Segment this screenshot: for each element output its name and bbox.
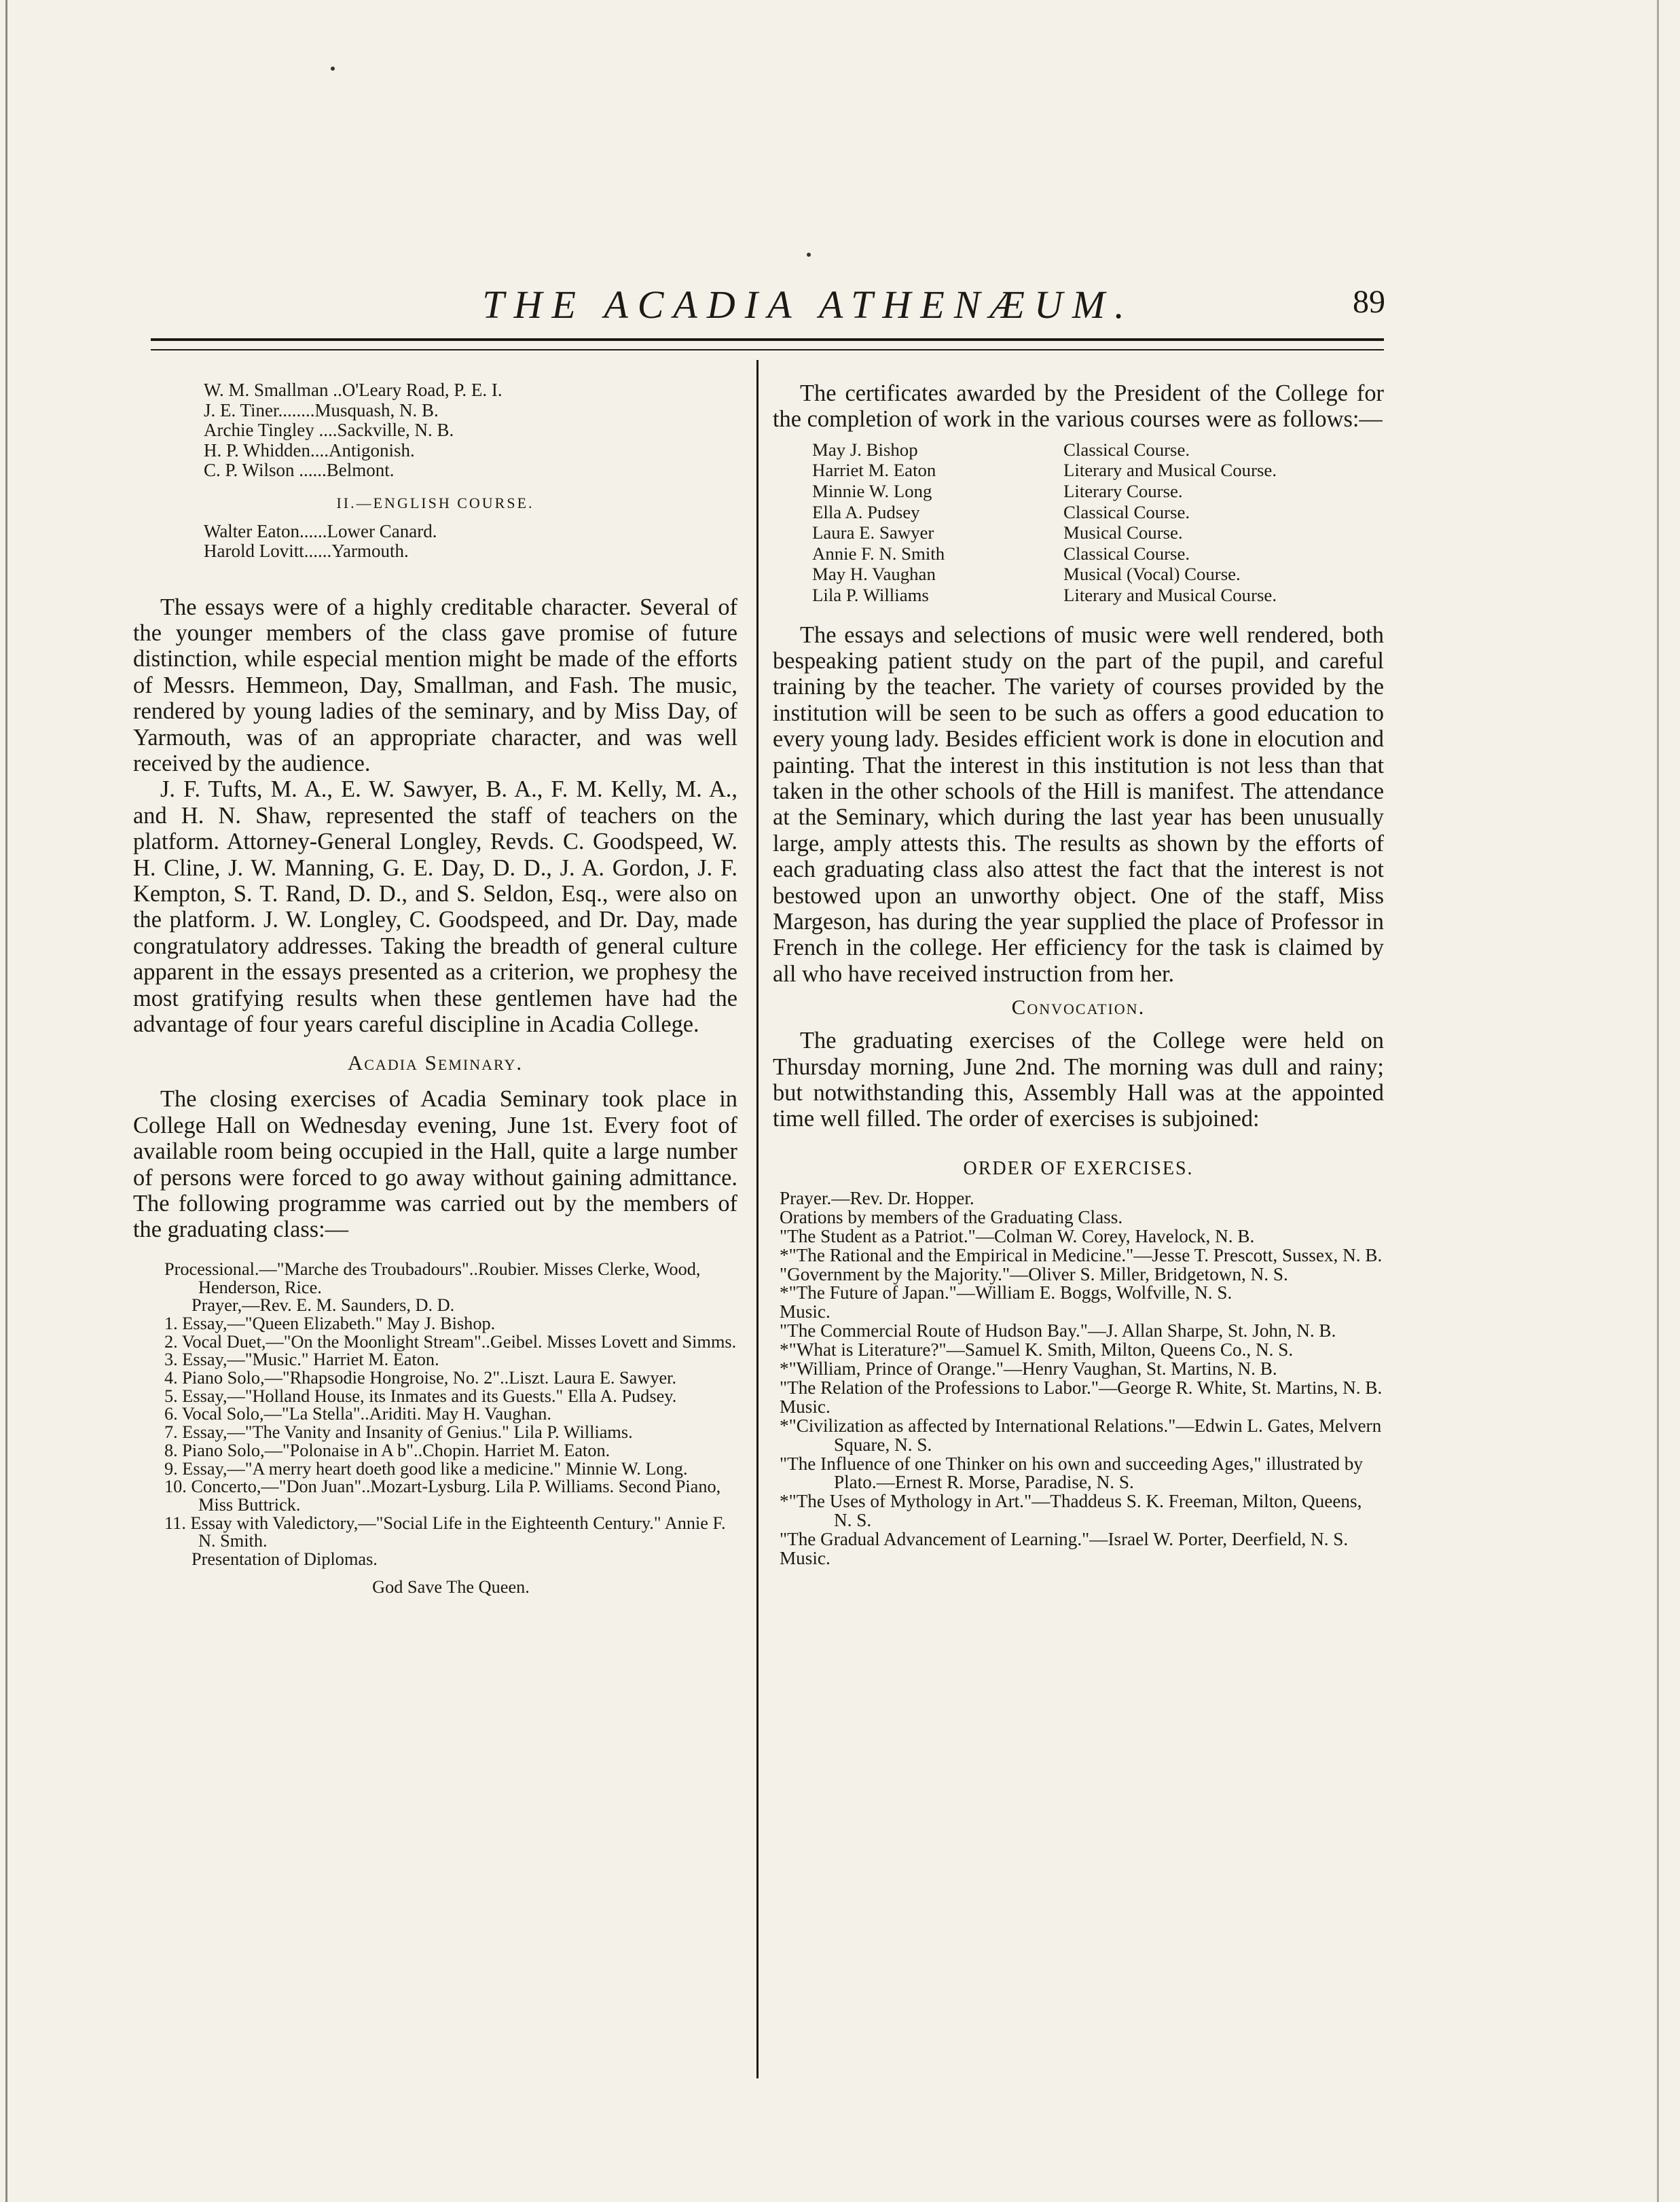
programme-item: 7. Essay,—"The Vanity and Insanity of Genius." Lila P. Williams. bbox=[164, 1422, 633, 1443]
graduate-name: Annie F. N. Smith bbox=[812, 543, 945, 564]
list-item bbox=[773, 481, 1384, 502]
person-name: W. M. Smallman bbox=[204, 380, 329, 400]
paragraph: The graduating exercises of the College were held on Thursday morning, June 2nd. The morning was dull and rainy; but notwithstanding this, Assembly Hall was at the appointed time well filled. The order of exercises is subjoined: bbox=[773, 1028, 1384, 1132]
programme-item: 9. Essay,—"A merry heart doeth good like a medicine." Minnie W. Long. bbox=[164, 1458, 688, 1479]
names-list-english bbox=[133, 522, 737, 562]
paragraph: The essays were of a highly creditable character. Several of the younger members of the class gave promise of future distinction, while especial mention might be made of the efforts of Messrs. Hemmeon, Day, Smallman, and Fash. The music, rendered by young ladies of the seminary, and by Miss Day, of Yarmouth, was of an appropriate character, and was well received by the audience. bbox=[133, 594, 737, 776]
section-heading: Acadia Seminary. bbox=[347, 1051, 524, 1075]
paragraph: The closing exercises of Acadia Seminary took place in College Hall on Wednesday evening, June 1st. Every foot of available room being occupied in the Hall, quite a large number of persons were forced to go away without gaining admittance. The following programme was carried out by the members of the graduating class:— bbox=[133, 1086, 737, 1243]
graduate-name: Minnie W. Long bbox=[812, 481, 932, 501]
programme-item: 3. Essay,—"Music." Harriet M. Eaton. bbox=[164, 1350, 439, 1370]
programme-item: Presentation of Diplomas. bbox=[191, 1549, 378, 1570]
exercise-item: *"The Future of Japan."—William E. Boggs, Wolfville, N. S. bbox=[780, 1282, 1232, 1303]
list-item bbox=[773, 502, 1384, 523]
list-item: W. M. Smallman ..O'Leary Road, P. E. I. bbox=[204, 380, 503, 400]
course-name: Musical (Vocal) Course. bbox=[1063, 564, 1241, 585]
graduate-name: Laura E. Sawyer bbox=[812, 522, 934, 543]
exercise-item: "The Commercial Route of Hudson Bay."—J. Allan Sharpe, St. John, N. B. bbox=[780, 1320, 1336, 1341]
list-item: C. P. Wilson ......Belmont. bbox=[204, 460, 395, 480]
person-place: Lower Canard. bbox=[327, 520, 437, 541]
scan-edge-left bbox=[5, 0, 7, 2202]
list-item: Archie Tingley ....Sackville, N. B. bbox=[204, 420, 454, 440]
list-item bbox=[773, 439, 1384, 461]
programme-item: 8. Piano Solo,—"Polonaise in A b"..Chopin. Harriet M. Eaton. bbox=[164, 1440, 610, 1460]
person-name: Harold Lovitt bbox=[204, 541, 304, 561]
course-name: Musical Course. bbox=[1063, 522, 1183, 543]
graduate-name: May H. Vaughan bbox=[812, 564, 936, 585]
certificates-list bbox=[773, 439, 1384, 606]
exercise-item: "The Relation of the Professions to Labor."—George R. White, St. Martins, N. B. bbox=[780, 1377, 1383, 1398]
graduate-name: Ella A. Pudsey bbox=[812, 501, 920, 522]
programme-item: Processional.—"Marche des Troubadours"..Roubier. Misses Clerke, Wood, Henderson, Rice. bbox=[164, 1259, 701, 1297]
list-item bbox=[773, 543, 1384, 564]
exercise-item: "The Influence of one Thinker on his own and succeeding Ages," illustrated by Plato.—Ernest R. Morse, Paradise, N. S. bbox=[780, 1453, 1363, 1493]
person-name: J. E. Tiner bbox=[204, 399, 278, 420]
scan-edge-right bbox=[1657, 0, 1659, 2202]
list-item: H. P. Whidden....Antigonish. bbox=[204, 439, 415, 461]
course-name: Literary and Musical Course. bbox=[1063, 460, 1277, 481]
right-column bbox=[773, 380, 1384, 1568]
exercise-item: *"The Uses of Mythology in Art."—Thaddeus S. K. Freeman, Milton, Queens, N. S. bbox=[780, 1491, 1362, 1531]
exercise-item: *"William, Prince of Orange."—Henry Vaughan, St. Martins, N. B. bbox=[780, 1358, 1277, 1379]
programme-item: 5. Essay,—"Holland House, its Inmates and its Guests." Ella A. Pudsey. bbox=[164, 1386, 677, 1406]
list-item: Harold Lovitt......Yarmouth. bbox=[204, 541, 409, 561]
exercise-item: *"The Rational and the Empirical in Medicine."—Jesse T. Prescott, Sussex, N. B. bbox=[780, 1244, 1383, 1265]
order-of-exercises bbox=[773, 1189, 1384, 1568]
person-name: Archie Tingley bbox=[204, 420, 314, 440]
programme-item: 4. Piano Solo,—"Rhapsodie Hongroise, No. 2"..Liszt. Laura E. Sawyer. bbox=[164, 1368, 677, 1388]
list-item bbox=[773, 522, 1384, 543]
programme-item: 1. Essay,—"Queen Elizabeth." May J. Bishop. bbox=[164, 1313, 496, 1333]
list-item bbox=[773, 460, 1384, 481]
page-header bbox=[143, 282, 1385, 336]
exercise-item: *"Civilization as affected by International Relations."—Edwin L. Gates, Melvern Square, N. S. bbox=[780, 1415, 1382, 1455]
exercise-item: Orations by members of the Graduating Class. bbox=[780, 1206, 1123, 1227]
list-item bbox=[773, 585, 1384, 606]
course-name: Classical Course. bbox=[1063, 439, 1190, 460]
exercise-item: "The Gradual Advancement of Learning."—Israel W. Porter, Deerfield, N. S. bbox=[780, 1529, 1349, 1550]
exercise-item: Music. bbox=[780, 1396, 830, 1417]
exercise-item: Music. bbox=[780, 1301, 830, 1322]
column-divider bbox=[756, 360, 759, 2078]
person-name: C. P. Wilson bbox=[204, 460, 295, 480]
person-place: Antigonish. bbox=[329, 439, 415, 461]
course-name: Classical Course. bbox=[1063, 543, 1190, 564]
person-name: H. P. Whidden bbox=[204, 439, 311, 461]
closing-line: God Save The Queen. bbox=[372, 1576, 530, 1597]
graduate-name: Lila P. Williams bbox=[812, 584, 929, 605]
programme-item: Prayer,—Rev. E. M. Saunders, D. D. bbox=[191, 1295, 455, 1316]
english-course-heading: II.—ENGLISH COURSE. bbox=[336, 494, 534, 511]
exercise-item: Music. bbox=[780, 1548, 830, 1569]
course-name: Classical Course. bbox=[1063, 501, 1190, 522]
person-place: Sackville, N. B. bbox=[337, 420, 454, 440]
exercise-item: *"What is Literature?"—Samuel K. Smith, Milton, Queens Co., N. S. bbox=[780, 1339, 1294, 1360]
programme-item: 6. Vocal Solo,—"La Stella"..Ariditi. May H. Vaughan. bbox=[164, 1404, 552, 1424]
course-name: Literary Course. bbox=[1063, 481, 1183, 501]
programme-item: 11. Essay with Valedictory,—"Social Life in the Eighteenth Century." Annie F. N. Smith. bbox=[164, 1513, 726, 1551]
running-title: THE ACADIA ATHENÆUM. bbox=[482, 283, 1134, 327]
ink-speck bbox=[807, 253, 811, 257]
list-item: Walter Eaton......Lower Canard. bbox=[204, 520, 437, 541]
graduate-name: May J. Bishop bbox=[812, 439, 918, 460]
paragraph: The essays and selections of music were well rendered, both bespeaking patient study on the part of the pupil, and careful training by the teacher. The variety of courses provided by the institution will be seen to be such as offers a good education to every young lady. Besides efficient work is done in elocution and painting. That the interest in this institution is not less than that taken in the other schools of the Hill is manifest. The attendance at the Seminary, which during the last year has been unusually large, amply attests this. The results as shown by the efforts of each graduating class also attest the fact that the interest is not bestowed upon an unworthy object. One of the staff, Miss Margeson, has during the year supplied the place of Professor in French in the college. Her efficiency for the task is claimed by all who have received instruction from her. bbox=[773, 621, 1384, 987]
exercise-item: Prayer.—Rev. Dr. Hopper. bbox=[780, 1187, 974, 1208]
person-name: Walter Eaton bbox=[204, 520, 300, 541]
person-place: Musquash, N. B. bbox=[314, 399, 439, 420]
header-rule-thin bbox=[151, 349, 1384, 350]
person-place: Yarmouth. bbox=[331, 541, 409, 561]
graduate-name: Harriet M. Eaton bbox=[812, 460, 936, 481]
order-of-exercises-heading: ORDER OF EXERCISES. bbox=[963, 1157, 1194, 1179]
list-item: J. E. Tiner........Musquash, N. B. bbox=[204, 399, 439, 420]
list-item bbox=[773, 564, 1384, 585]
paragraph: J. F. Tufts, M. A., E. W. Sawyer, B. A., F. M. Kelly, M. A., and H. N. Shaw, represented the staff of teachers on the platform. Attorney-General Longley, Revds. C. Goodspeed, W. H. Cline, J. W. Manning, G. E. Day, D. D., J. A. Gordon, J. F. Kempton, S. T. Rand, D. D., and S. Seldon, Esq., were also on the platform. J. W. Longley, C. Goodspeed, and Dr. Day, made congratulatory addresses. Taking the breadth of general culture apparent in the essays presented as a criterion, we prophesy the most gratifying results when these gentlemen have had the advantage of four years careful discipline in Acadia College. bbox=[133, 776, 737, 1037]
person-place: O'Leary Road, P. E. I. bbox=[342, 380, 503, 400]
names-list-top bbox=[133, 380, 737, 481]
person-place: Belmont. bbox=[326, 460, 395, 480]
paragraph: The certificates awarded by the President of the College for the completion of work in the various courses were as follows:— bbox=[773, 380, 1384, 433]
left-column bbox=[133, 380, 737, 1597]
exercise-item: "Government by the Majority."—Oliver S. Miller, Bridgetown, N. S. bbox=[780, 1263, 1288, 1284]
section-heading: Convocation. bbox=[1011, 995, 1146, 1019]
seminary-programme bbox=[133, 1261, 737, 1597]
programme-item: 10. Concerto,—"Don Juan"..Mozart-Lysburg. Lila P. Williams. Second Piano, Miss Buttrick. bbox=[164, 1477, 721, 1515]
programme-item: 2. Vocal Duet,—"On the Moonlight Stream"..Geibel. Misses Lovett and Simms. bbox=[164, 1331, 737, 1352]
ink-speck bbox=[331, 67, 335, 71]
header-rule-thick bbox=[151, 338, 1384, 341]
exercise-item: "The Student as a Patriot."—Colman W. Corey, Havelock, N. B. bbox=[780, 1225, 1255, 1246]
course-name: Literary and Musical Course. bbox=[1063, 584, 1277, 605]
page-number: 89 bbox=[1353, 284, 1385, 320]
